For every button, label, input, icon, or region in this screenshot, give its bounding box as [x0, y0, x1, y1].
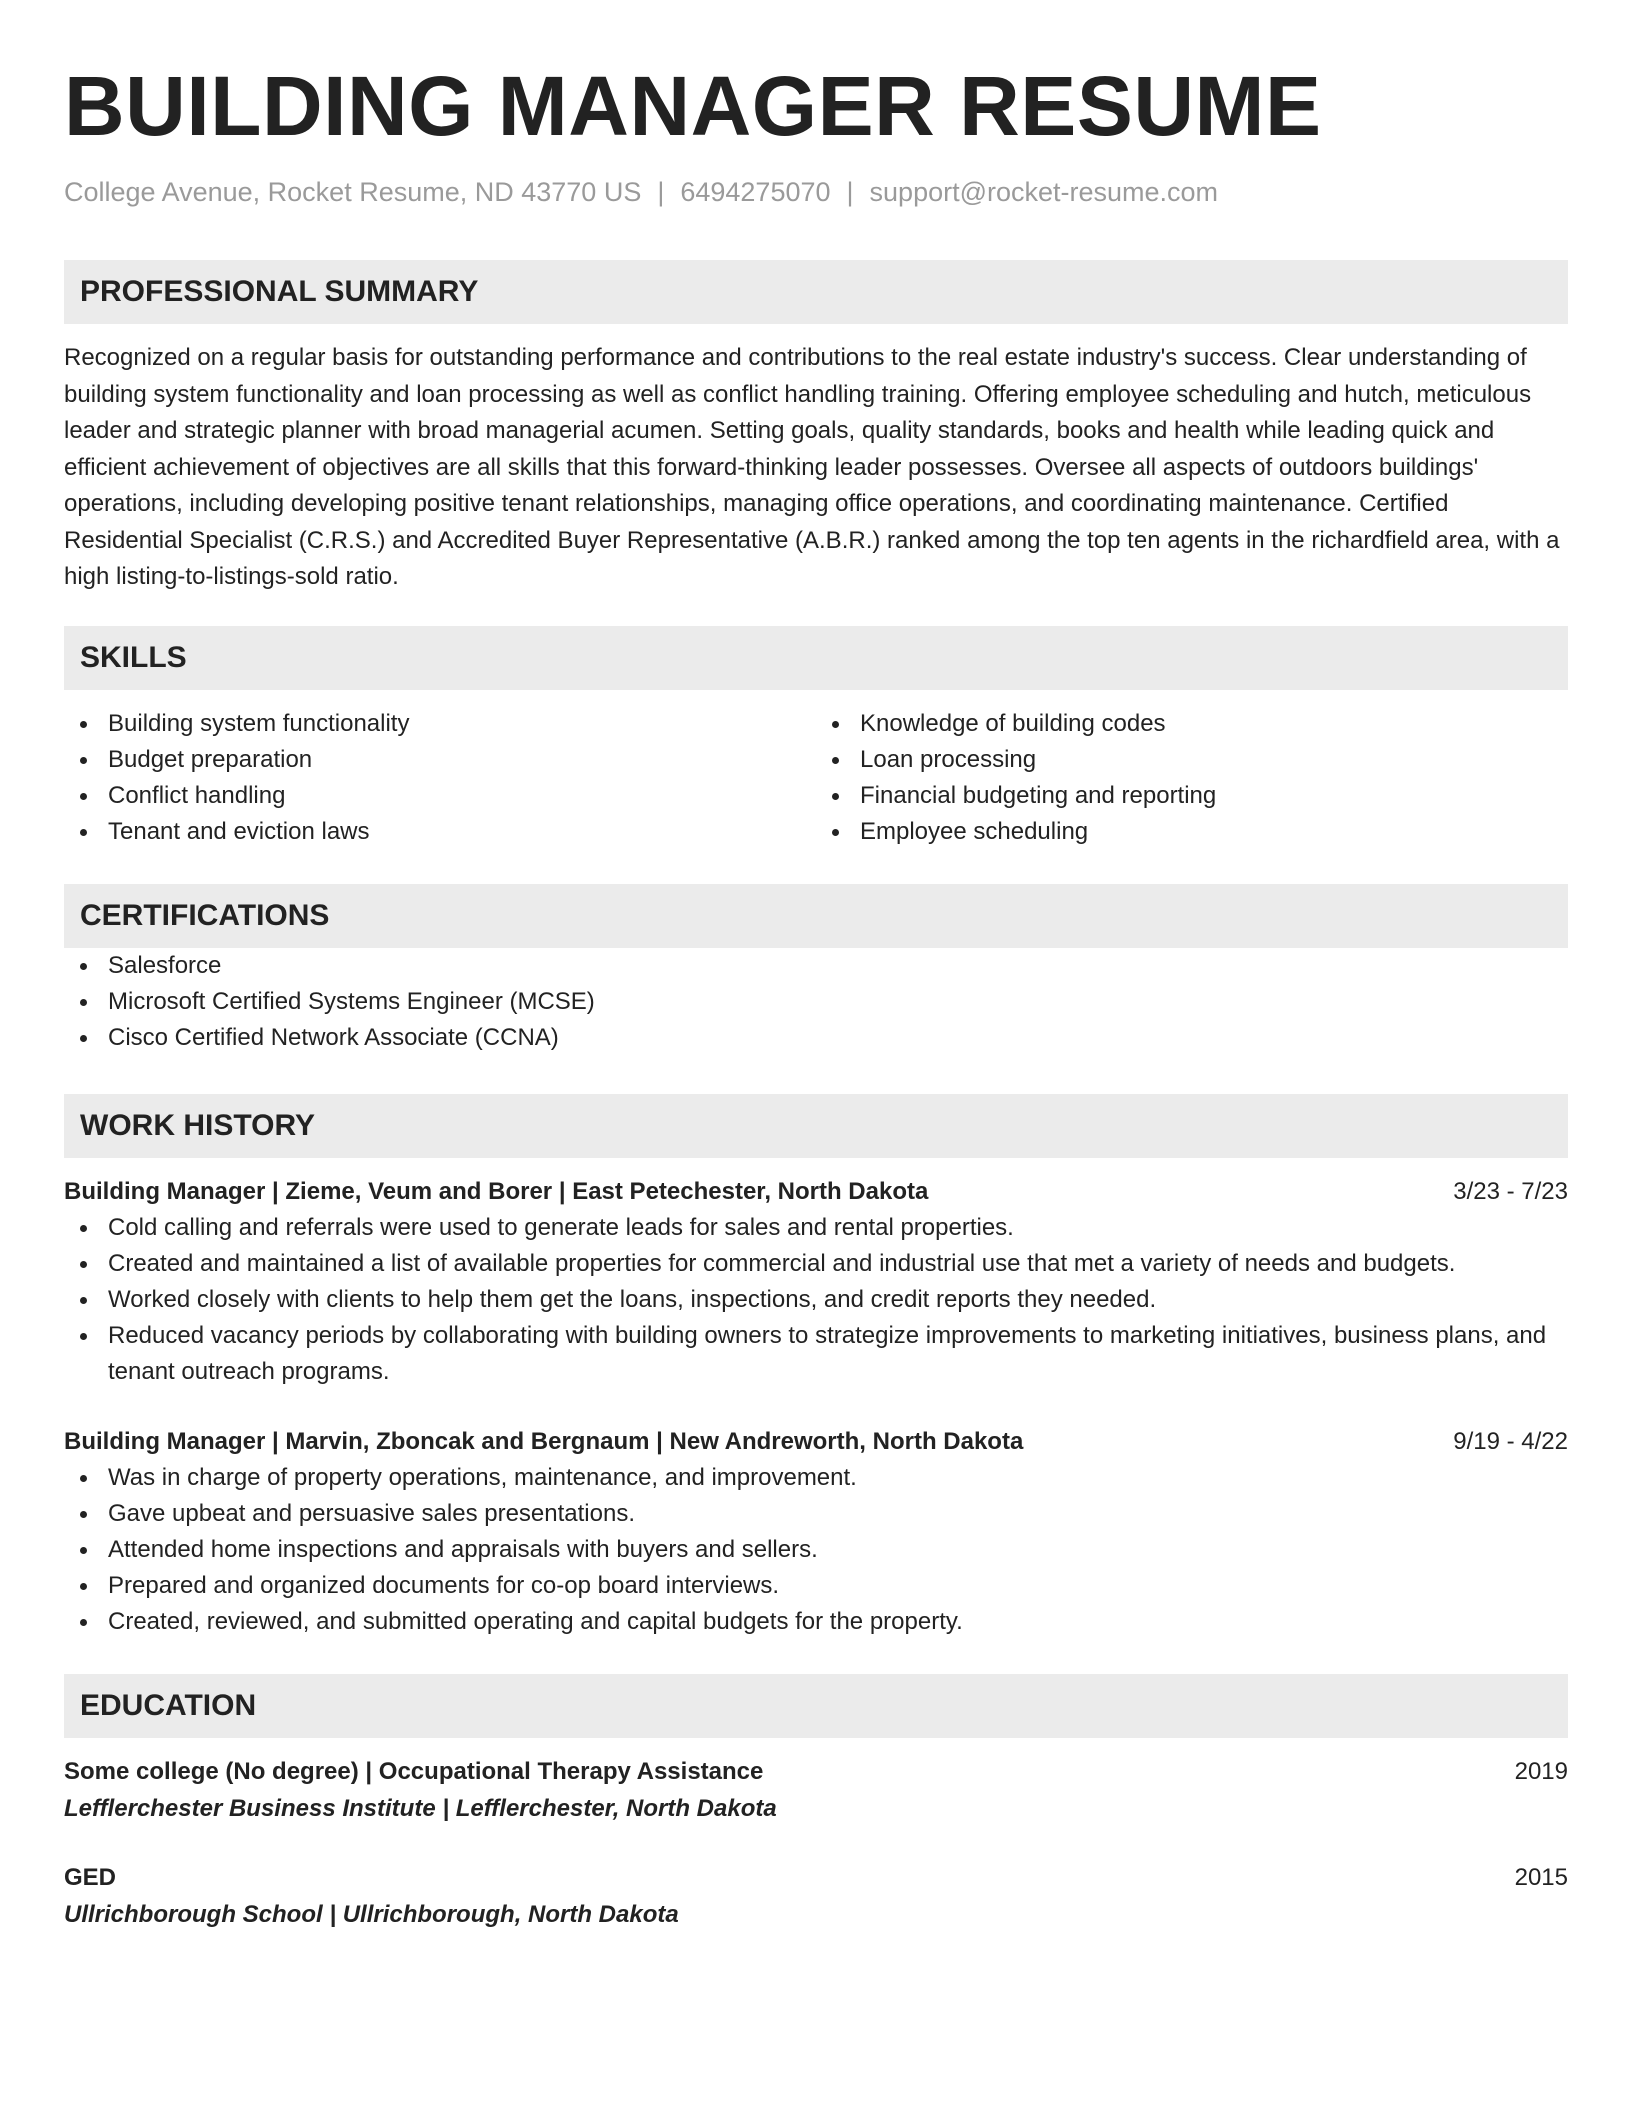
skill-item: Building system functionality: [64, 706, 816, 742]
skills-column-left: [64, 706, 816, 850]
contact-separator: |: [657, 177, 665, 207]
education-header: [64, 1754, 1568, 1790]
summary-text: Recognized on a regular basis for outstanding performance and contributions to the real estate industry's success. Clear understanding of building system functionality and loan processing as well as conflict handling training. Offering employee scheduling and hutch, meticulous leader and strategic planner with broad managerial acumen. Setting goals, quality standards, books and health while leading quick and efficient achievement of objectives are all skills that this forward-thinking leader possesses. Oversee all aspects of outdoors buildings' operations, including developing positive tenant relationships, managing office operations, and coordinating maintenance. Certified Residential Specialist (C.R.S.) and Accredited Buyer Representative (A.B.R.) ranked among the top ten agents in the richardfield area, with a high listing-to-listings-sold ratio.: [64, 344, 1560, 590]
education-school: Ullrichborough School | Ullrichborough, North Dakota: [64, 1900, 679, 1928]
education-degree: GED: [64, 1863, 117, 1891]
skill-item: Tenant and eviction laws: [64, 814, 816, 850]
certifications-heading: CERTIFICATIONS: [64, 884, 1568, 948]
skills-grid: [64, 706, 1568, 850]
education-school: Lefflerchester Business Institute | Lefflerchester, North Dakota: [64, 1794, 777, 1822]
skill-item: Conflict handling: [64, 778, 816, 814]
job-bullet: Prepared and organized documents for co-op board interviews.: [64, 1568, 1568, 1604]
education-year: 2015: [1514, 1863, 1568, 1891]
skills-list-left: [64, 706, 816, 850]
certification-item: Cisco Certified Network Associate (CCNA): [64, 1020, 1568, 1056]
skill-item: Knowledge of building codes: [816, 706, 1568, 742]
job-dates: 3/23 - 7/23: [1453, 1177, 1568, 1205]
contact-address: College Avenue, Rocket Resume, ND 43770 US: [64, 177, 642, 207]
job-bullets: [64, 1460, 1568, 1640]
job-header: [64, 1424, 1568, 1460]
education-degree: Some college (No degree) | Occupational Therapy Assistance: [64, 1757, 764, 1785]
job-bullet: Cold calling and referrals were used to generate leads for sales and rental properties.: [64, 1210, 1568, 1246]
education-heading: EDUCATION: [64, 1674, 1568, 1738]
education-year: 2019: [1514, 1757, 1568, 1785]
job-header: [64, 1174, 1568, 1210]
job-bullet: Created, reviewed, and submitted operating and capital budgets for the property.: [64, 1604, 1568, 1640]
resume-title: BUILDING MANAGER RESUME: [64, 59, 1322, 153]
work-history-heading: WORK HISTORY: [64, 1094, 1568, 1158]
job-bullet: Was in charge of property operations, maintenance, and improvement.: [64, 1460, 1568, 1496]
skills-heading: SKILLS: [64, 626, 1568, 690]
education-header: [64, 1860, 1568, 1896]
contact-phone: 6494275070: [680, 177, 831, 207]
job-bullet: Reduced vacancy periods by collaborating with building owners to strategize improvements to marketing initiatives, business plans, and tenant outreach programs.: [64, 1318, 1568, 1390]
skills-list-right: [816, 706, 1568, 850]
skill-item: Financial budgeting and reporting: [816, 778, 1568, 814]
skill-item: Budget preparation: [64, 742, 816, 778]
skills-column-right: [816, 706, 1568, 850]
contact-line: [64, 174, 1568, 210]
job-title: Building Manager | Marvin, Zboncak and Bergnaum | New Andreworth, North Dakota: [64, 1427, 1024, 1455]
skill-item: Employee scheduling: [816, 814, 1568, 850]
certifications-list: [64, 948, 1568, 1056]
certification-item: Microsoft Certified Systems Engineer (MCSE): [64, 984, 1568, 1020]
job-bullet: Gave upbeat and persuasive sales presentations.: [64, 1496, 1568, 1532]
job-bullet: Attended home inspections and appraisals with buyers and sellers.: [64, 1532, 1568, 1568]
summary-heading: PROFESSIONAL SUMMARY: [64, 260, 1568, 324]
job-dates: 9/19 - 4/22: [1453, 1427, 1568, 1455]
certification-item: Salesforce: [64, 948, 1568, 984]
job-bullet: Worked closely with clients to help them get the loans, inspections, and credit reports they needed.: [64, 1282, 1568, 1318]
contact-email: support@rocket-resume.com: [869, 177, 1219, 207]
job-bullet: Created and maintained a list of available properties for commercial and industrial use that met a variety of needs and budgets.: [64, 1246, 1568, 1282]
job-bullets: [64, 1210, 1568, 1390]
job-title: Building Manager | Zieme, Veum and Borer | East Petechester, North Dakota: [64, 1177, 929, 1205]
skill-item: Loan processing: [816, 742, 1568, 778]
contact-separator: |: [846, 177, 854, 207]
